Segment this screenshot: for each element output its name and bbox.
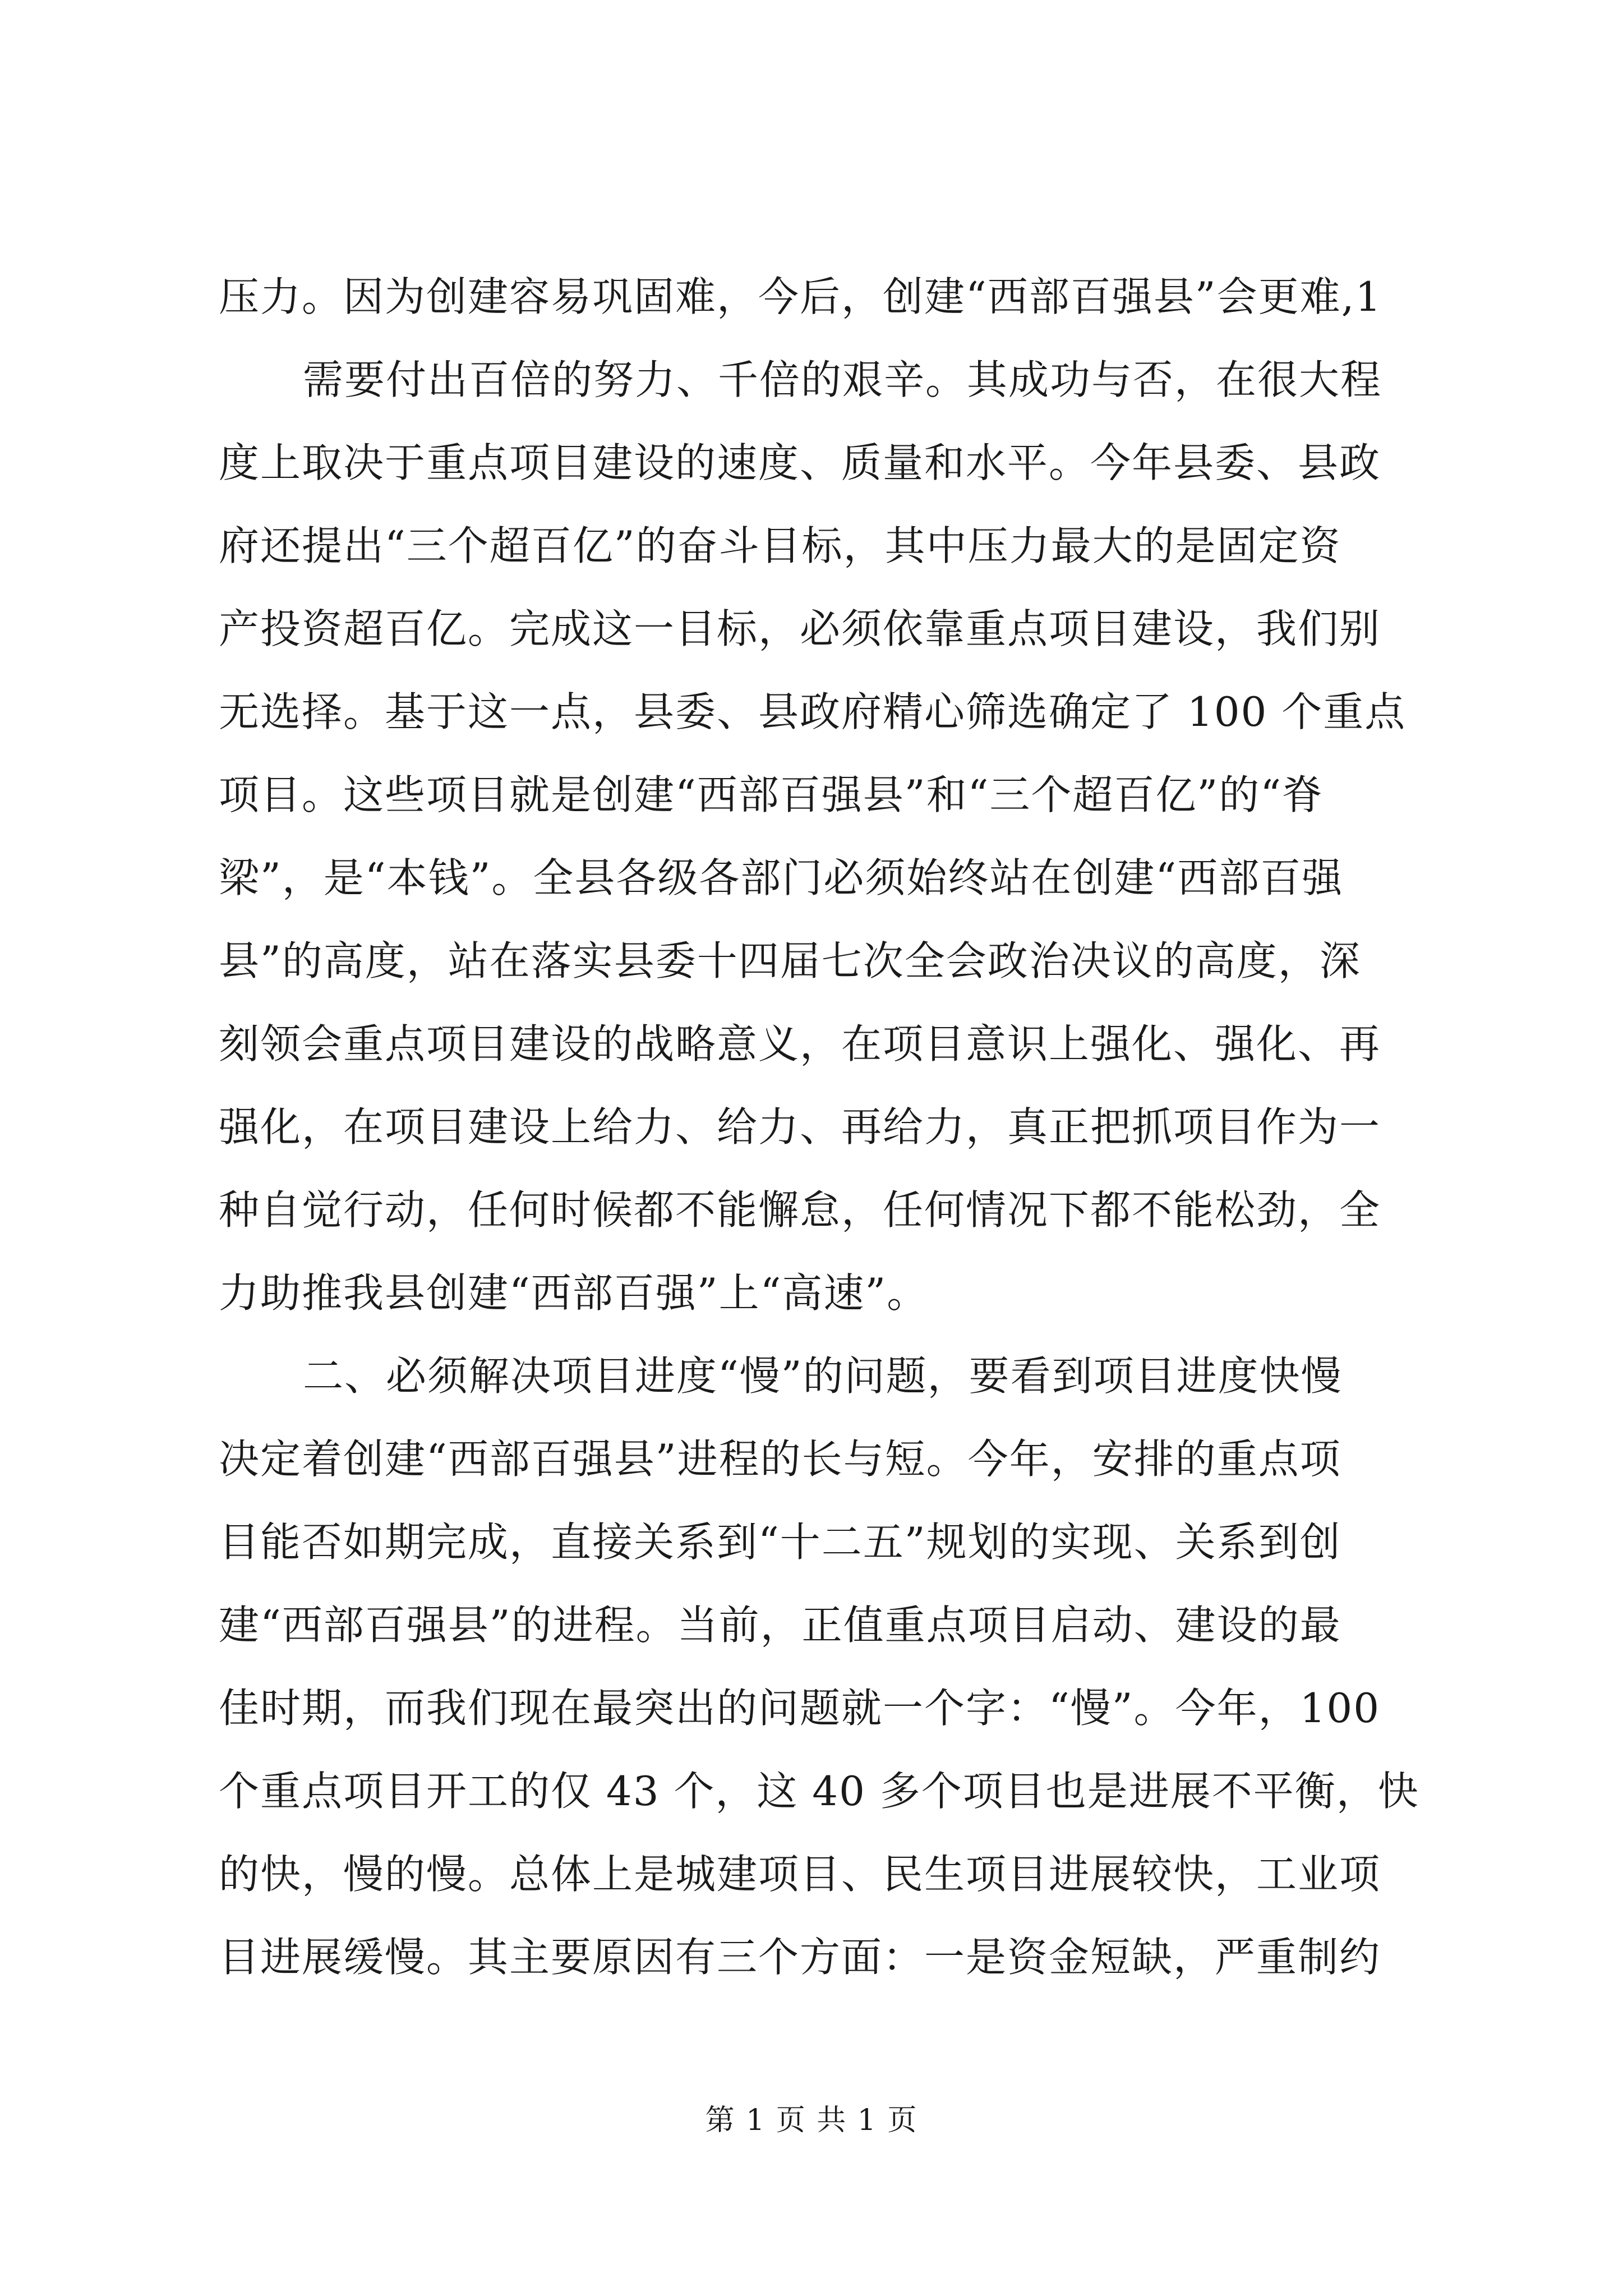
text-line: 的快，慢的慢。总体上是城建项目、民生项目进展较快，工业项 bbox=[219, 1851, 1381, 1898]
text-line: 强化，在项目建设上给力、给力、再给力，真正把抓项目作为一 bbox=[219, 1103, 1381, 1151]
text-line: 梁”，是“本钱”。全县各级各部门必须始终站在创建“西部百强 bbox=[219, 854, 1344, 901]
text-line: 需要付出百倍的努力、千倍的艰辛。其成功与否，在很大程 bbox=[303, 356, 1382, 403]
text-line: 刻领会重点项目建设的战略意义，在项目意识上强化、强化、再 bbox=[219, 1020, 1381, 1068]
text-line: 二、必须解决项目进度“慢”的问题，要看到项目进度快慢 bbox=[303, 1352, 1343, 1400]
text-line: 建“西部百强县”的进程。当前，正值重点项目启动、建设的最 bbox=[219, 1602, 1341, 1649]
text-line: 佳时期，而我们现在最突出的问题就一个字：“慢”。今年，100 bbox=[219, 1685, 1381, 1732]
text-line: 决定着创建“西部百强县”进程的长与短。今年，安排的重点项 bbox=[219, 1435, 1341, 1483]
text-line: 产投资超百亿。完成这一目标，必须依靠重点项目建设，我们别 bbox=[219, 605, 1381, 652]
text-line: 目进展缓慢。其主要原因有三个方面：一是资金短缺，严重制约 bbox=[219, 1934, 1381, 1981]
text-line: 力助推我县创建“西部百强”上“高速”。 bbox=[219, 1269, 929, 1317]
text-line: 压力。因为创建容易巩固难，今后，创建“西部百强县”会更难,1 bbox=[219, 273, 1382, 320]
text-line: 种自觉行动，任何时候都不能懈怠，任何情况下都不能松劲，全 bbox=[219, 1186, 1381, 1234]
text-line: 府还提出“三个超百亿”的奋斗目标，其中压力最大的是固定资 bbox=[219, 522, 1341, 569]
text-line: 县”的高度，站在落实县委十四届七次全会政治决议的高度，深 bbox=[219, 937, 1361, 984]
text-line: 目能否如期完成，直接关系到“十二五”规划的实现、关系到创 bbox=[219, 1519, 1341, 1566]
body-text bbox=[219, 255, 1424, 1999]
page-footer bbox=[0, 2101, 1623, 2140]
page-number-label: 第 1 页 共 1 页 bbox=[705, 2104, 918, 2137]
text-line: 度上取决于重点项目建设的速度、质量和水平。今年县委、县政 bbox=[219, 439, 1381, 486]
text-line: 项目。这些项目就是创建“西部百强县”和“三个超百亿”的“脊 bbox=[219, 771, 1324, 818]
text-line: 个重点项目开工的仅 43 个，这 40 多个项目也是进展不平衡，快 bbox=[219, 1768, 1419, 1815]
text-line: 无选择。基于这一点，县委、县政府精心筛选确定了 100 个重点 bbox=[219, 688, 1407, 735]
